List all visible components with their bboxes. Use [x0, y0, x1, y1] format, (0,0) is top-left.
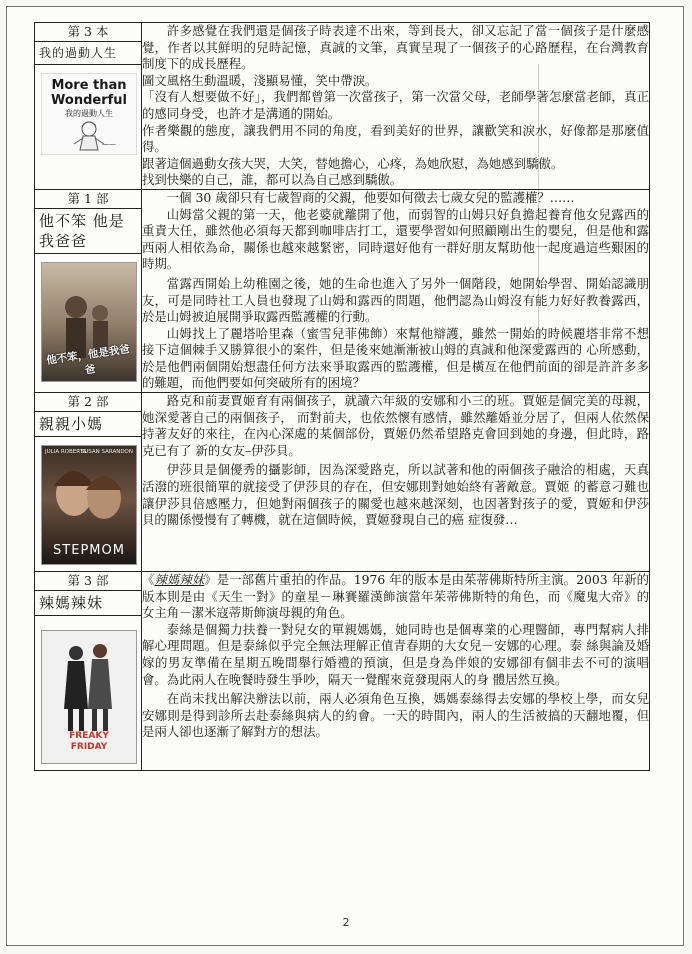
cover-wrap [35, 616, 141, 770]
cover-wrap [35, 437, 141, 571]
movie-poster-image [41, 262, 137, 382]
book-title: 親親小媽 [35, 412, 141, 437]
description-paragraph: 找到快樂的自己，誰，都可以為自己感到驕傲。 [142, 172, 403, 188]
description-paragraph: 「沒有人想要做不好」，我們都曾第一次當孩子，第一次當父母，老師學著怎麼當老師，真正的感同身受，也許才是溝通的開始。 [142, 89, 649, 121]
book-description [142, 23, 650, 190]
book-meta-cell [35, 572, 142, 771]
cover-title-line1: More than [51, 78, 127, 93]
poster-caption: 他不笨，他是我爸爸 [45, 343, 131, 377]
description-paragraph: 山姆當父親的第一天，他老婆就離開了他，而弱智的山姆只好負擔起養育他女兒露西的重責大任，雖然他必須每天都到咖啡店打工，還要學習如何照顧剛出生的嬰兒，但是他和露西兩人相依為命，關係也越來越緊密，同時還好他有一群好朋友幫助他一起度過這些艱困的時期。 [142, 206, 649, 272]
cover-wrap [35, 254, 141, 388]
description-paragraph: 許多感覺在我們還是個孩子時表達不出來，等到長大，卻又忘記了當一個孩子是什麼感覺，作者以其鮮明的兒時記憶，真誠的文筆，真實呈現了一個孩子的心路歷程，在台灣教育制度下的成長歷程。 [142, 23, 649, 72]
book-title: 我的過動人生 [35, 42, 141, 65]
description-paragraph: 山姆找上了麗塔哈里森（蜜雪兒菲佛飾）來幫他辯護，雖然一開始的時候麗塔非常不想接下這個棘手又勝算很小的案件，但是後來她漸漸被山姆的真誠和他深愛露西的 心所感動，於是他們兩個開始想盡任何方法來爭取露西的監護權，但是橫亙在他們前面的卻是許許多多的難題，而他們要如何突破所有的困境？ [142, 325, 649, 391]
book-row [35, 393, 650, 572]
movie-poster-image [41, 445, 137, 565]
book-row [35, 189, 650, 392]
description-paragraph: 跟著這個過動女孩大哭，大笑，替她擔心，心疼，為她欣慰，為她感到驕傲。 [142, 155, 564, 171]
book-title: 辣媽辣妹 [35, 591, 141, 616]
description-paragraph: 當露西開始上幼稚園之後，她的生命也進入了另外一個階段，她開始學習、開始認識朋友，可是同時社工人員也發現了山姆和露西的問題，他們認為山姆沒有能力好好教養露西，於是山姆被迫展開爭取露西監護權的行動。 [142, 275, 649, 325]
poster-title-line1: FREAKY [69, 731, 109, 742]
part-label: 第 3 本 [35, 23, 141, 42]
book-meta-cell [35, 23, 142, 190]
cover-author: —— [102, 140, 116, 148]
cover-title-line2: Wonderful [51, 93, 127, 108]
description-paragraph: 作者樂觀的態度，讓我們用不同的角度，看到美好的世界，讓歡笑和淚水，好像都是那麼值得。 [142, 122, 649, 155]
book-meta-cell [35, 393, 142, 572]
description-paragraph: 在尚未找出解決辦法以前，兩人必須角色互換，媽媽泰絲得去安娜的學校上學，而女兒安娜則是得到診所去赴泰絲與病人的約會。一天的時間內，兩人的生活被搞的天翻地覆，但是兩人卻也逐漸了解對方的想法。 [142, 691, 649, 740]
part-label: 第 2 部 [35, 393, 141, 412]
description-paragraph: 一個 30 歲卻只有七歲智商的父親，他要如何徵去七歲女兒的監護權？…… [166, 189, 575, 205]
description-paragraph: 路克和前妻賈姬育有兩個孩子，就讀六年級的安娜和小三的班。賈姬是個完美的母親，她深愛著自己的兩個孩子， 而對前夫，也依然懷有感情，雖然離婚並分居了，但兩人依然保持著友好的來往，在內心深處的某個部份，賈姬仍然希望路克會回到她的身邊，但此時，路克已有了 新的女友–伊莎貝。 [142, 393, 649, 458]
page-number: 2 [342, 916, 350, 929]
poster-title-line2: FRIDAY [70, 742, 108, 753]
part-label: 第 1 部 [35, 190, 141, 209]
movie-poster-image [41, 630, 137, 764]
book-cover-image [41, 73, 137, 155]
inline-title: 辣媽辣妹 [154, 572, 205, 588]
description-paragraph: 伊莎貝是個優秀的攝影師，因為深愛路克，所以試著和他的兩個孩子融洽的相處，天真活潑的班很簡單的就接受了伊莎貝的存在，但安娜則對她始終有著敵意。賈姬 的蓄意刁難也讓伊莎貝倍感壓力，但她對兩個孩子的關愛也越來越深刻，也因著對孩子的愛，賈姬和伊莎貝的關係慢慢有了轉機，就在這個時候，賈姬發現自己的癌 症復發… [142, 462, 649, 528]
book-row [35, 572, 650, 771]
book-title: 他不笨 他是我爸爸 [35, 209, 141, 254]
book-description [142, 189, 650, 392]
book-description [142, 572, 650, 771]
cover-subtitle: 我的過動人生 [65, 109, 113, 118]
book-list-table [34, 22, 650, 771]
description-paragraph-text: 》是一部舊片重拍的作品。1976 年的版本是由茱蒂佛斯特所主演。2003 年新的版本則是由《天生一對》的童星－琳賽羅漢飾演當年茱蒂佛斯特的角色，而《魔鬼大帝》的女主角－潔米寇蒂斯飾演母親的角色。 [142, 572, 650, 621]
description-paragraph: 圖文風格生動溫暖，淺顯易懂，笑中帶淚。 [142, 72, 378, 88]
poster-actors-left: JULIA ROBERTS [45, 449, 87, 456]
part-label: 第 3 部 [35, 572, 141, 591]
book-row [35, 23, 650, 190]
book-meta-cell [35, 189, 142, 392]
description-paragraph: 《辣媽辣妹》是一部舊片重拍的作品。1976 年的版本是由茱蒂佛斯特所主演。2003 年新的版本則是由《天生一對》的童星－琳賽羅漢飾演當年茱蒂佛斯特的角色，而《魔鬼大帝》的女主角－潔米寇蒂斯飾演母親的角色。 [142, 572, 650, 621]
poster-title: STEPMOM [53, 543, 125, 559]
cover-wrap [35, 65, 141, 161]
book-description [142, 393, 650, 572]
description-paragraph: 泰絲是個獨力扶養一對兒女的單親媽媽，她同時也是個專業的心理醫師，專門幫病人排解心理問題。但是泰絲似乎完全無法理解正值青春期的大女兒－安娜的心理。泰 絲與論及婚嫁的男友準備在星期五晚間舉行婚禮的預演，但是身為伴娘的安娜卻有個非去不可的演唱會。為此兩人在晚餐時發生爭吵，隔天一覺醒來竟發現兩人的身 體居然互換。 [142, 621, 649, 687]
poster-actors-right: SUSAN SARANDON [80, 449, 133, 456]
